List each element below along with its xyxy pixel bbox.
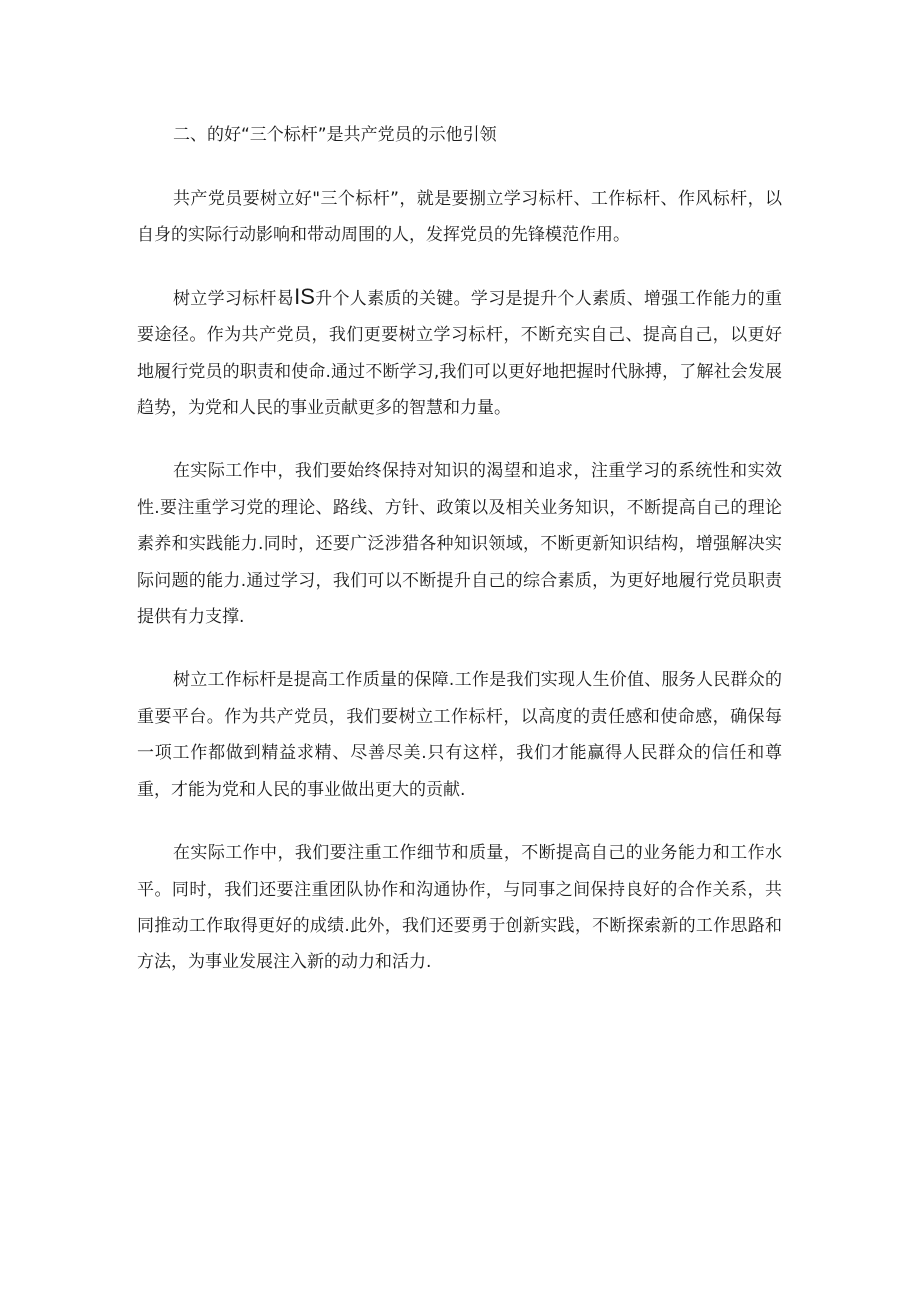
document-body [137, 118, 782, 1008]
paragraph-4: 树立工作标杆是提高工作质量的保障.工作是我们实现人生价值、服务人民群众的重要平台。作为共产党员，我们要树立工作标杆，以高度的责任感和使命感，确保每一项工作都做到精益求精、尽善尽美.只有这样，我们才能赢得人民群众的信任和尊重，才能为党和人民的事业做出更大的贡献. [137, 670, 782, 800]
paragraph-3: 在实际工作中，我们要始终保持对知识的渴望和追求，注重学习的系统性和实效性.要注重学习党的理论、路线、方针、政策以及相关业务知识，不断提高自己的理论素养和实践能力.同时，还要广泛涉猎各种知识领域，不断更新知识结构，增强解决实际问题的能力.通过学习，我们可以不断提升自己的综合素质，为更好地履行党员职责提供有力支撑. [137, 461, 782, 628]
section-heading: 二、的好“三个标杆”是共产党员的示他引领 [173, 125, 497, 145]
paragraph-2-rest: 升个人素质的关键。学习是提升个人素质、增强工作能力的重要途径。作为共产党员，我们更要树立学习标杆，不断充实自己、提高自己，以更好地履行党员的职责和使命.通过不断学习,我们可以更好地把握时代脉搏，了解社会发展趋势，为党和人民的事业贡献更多的智慧和力量。 [137, 288, 783, 419]
paragraph-2-enlarged-text: IS [294, 283, 315, 309]
paragraph-2 [137, 281, 782, 427]
paragraph-5: 在实际工作中，我们要注重工作细节和质量，不断提高自己的业务能力和工作水平。同时，我们还要注重团队协作和沟通协作，与同事之间保持良好的合作关系，共同推动工作取得更好的成绩.此外，我们还要勇于创新实践，不断探索新的工作思路和方法，为事业发展注入新的动力和活力. [137, 843, 782, 973]
paragraph-1: 共产党员要树立好"三个标杆”，就是要捌立学习标杆、工作标杆、作风标杆，以自身的实际行动影响和带动周围的人，发挥党员的先锋模范作用。 [137, 189, 782, 246]
paragraph-2-start: 树立学习标杆曷 [173, 288, 295, 309]
